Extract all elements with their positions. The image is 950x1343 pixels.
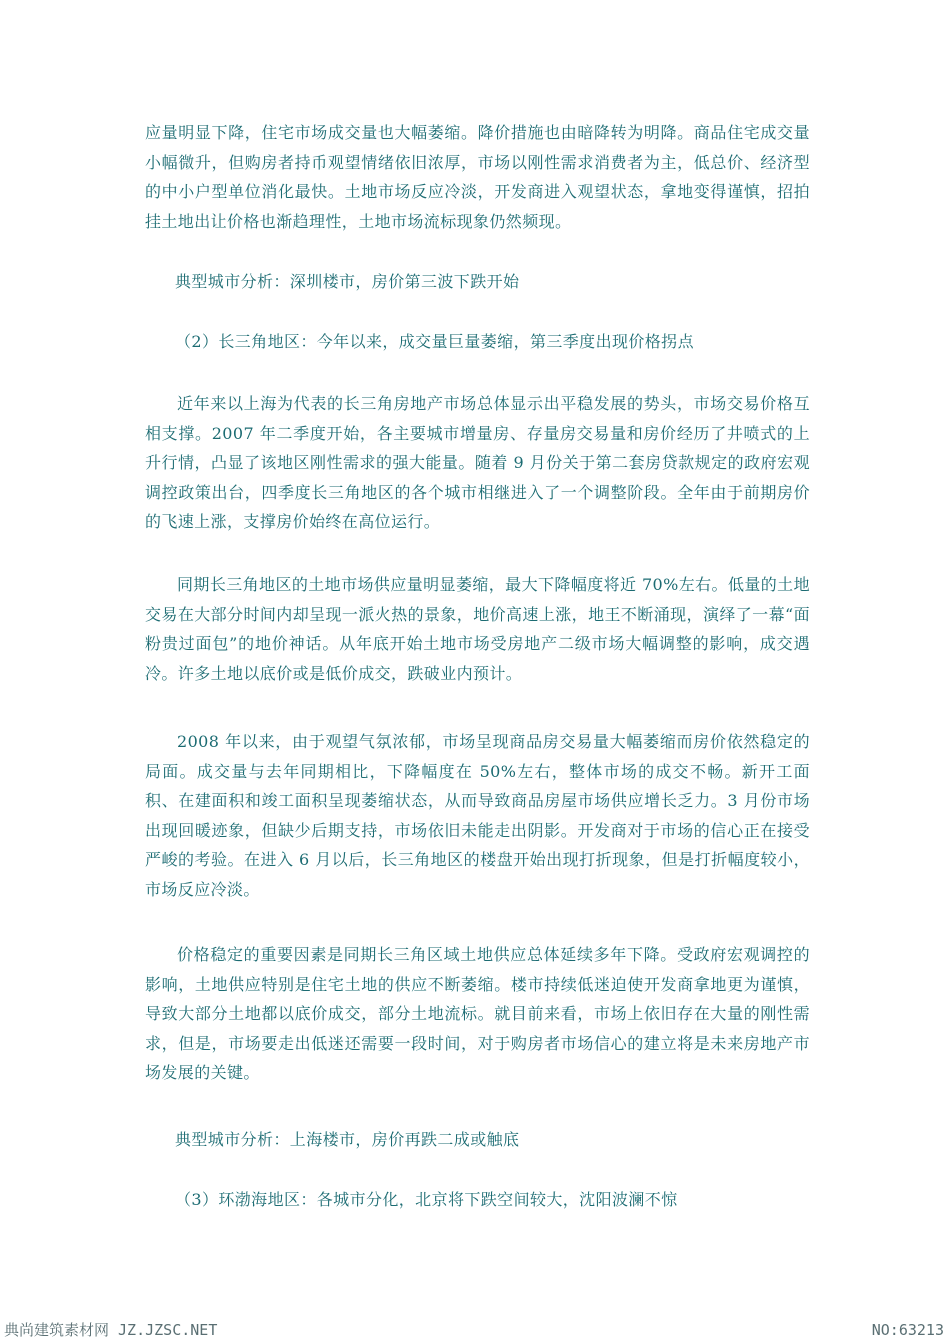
site-watermark: 典尚建筑素材网 JZ.JZSC.NET <box>4 1321 218 1339</box>
heading-yangtze-delta-region: （2）长三角地区：今年以来，成交量巨量萎缩，第三季度出现价格拐点 <box>175 332 694 351</box>
paragraph-yangtze-delta-overview: 近年来以上海为代表的长三角房地产市场总体显示出平稳发展的势头，市场交易价格互相支撑。2007 年二季度开始，各主要城市增量房、存量房交易量和房价经历了井喷式的上升行情，凸显了该地区刚性需求的强大能量。随着 9 月份关于第二套房贷款规定的政府宏观调控政策出台，四季度长三角地区的各个城市相继进入了一个调整阶段。全年由于前期房价的飞速上涨，支撑房价始终在高位运行。 <box>145 394 810 531</box>
heading-bohai-rim-region: （3）环渤海地区：各城市分化，北京将下跌空间较大，沈阳波澜不惊 <box>175 1190 678 1209</box>
paragraph-price-stability: 价格稳定的重要因素是同期长三角区域土地供应总体延续多年下降。受政府宏观调控的影响，土地供应特别是住宅土地的供应不断萎缩。楼市持续低迷迫使开发商拿地更为谨慎，导致大部分土地都以底价成交，部分土地流标。就目前来看，市场上依旧存在大量的刚性需求，但是，市场要走出低迷还需要一段时间，对于购房者市场信心的建立将是未来房地产市场发展的关键。 <box>145 945 810 1082</box>
document-id-label: NO:63213 <box>871 1321 944 1339</box>
paragraph-2008-market: 2008 年以来，由于观望气氛浓郁，市场呈现商品房交易量大幅萎缩而房价依然稳定的局面。成交量与去年同期相比，下降幅度在 50%左右，整体市场的成交不畅。新开工面积、在建面积和竣工面积呈现萎缩状态，从而导致商品房屋市场供应增长乏力。3 月份市场出现回暖迹象，但缺少后期支持，市场依旧未能走出阴影。开发商对于市场的信心正在接受严峻的考验。在进入 6 月以后，长三角地区的楼盘开始出现打折现象，但是打折幅度较小，市场反应冷淡。 <box>145 732 810 899</box>
heading-shenzhen-analysis: 典型城市分析：深圳楼市，房价第三波下跌开始 <box>175 272 520 291</box>
heading-shanghai-analysis: 典型城市分析：上海楼市，房价再跌二成或触底 <box>175 1130 520 1149</box>
paragraph-land-supply: 同期长三角地区的土地市场供应量明显萎缩，最大下降幅度将近 70%左右。低量的土地交易在大部分时间内却呈现一派火热的景象，地价高速上涨，地王不断涌现，演绎了一幕“面粉贵过面包”的地价神话。从年底开始土地市场受房地产二级市场大幅调整的影响，成交遇冷。许多土地以底价或是低价成交，跌破业内预计。 <box>145 575 810 683</box>
paragraph-land-market-continuation: 应量明显下降，住宅市场成交量也大幅萎缩。降价措施也由暗降转为明降。商品住宅成交量小幅微升，但购房者持币观望情绪依旧浓厚，市场以刚性需求消费者为主，低总价、经济型的中小户型单位消化最快。土地市场反应冷淡，开发商进入观望状态，拿地变得谨慎，招拍挂土地出让价格也渐趋理性，土地市场流标现象仍然频现。 <box>145 123 810 231</box>
